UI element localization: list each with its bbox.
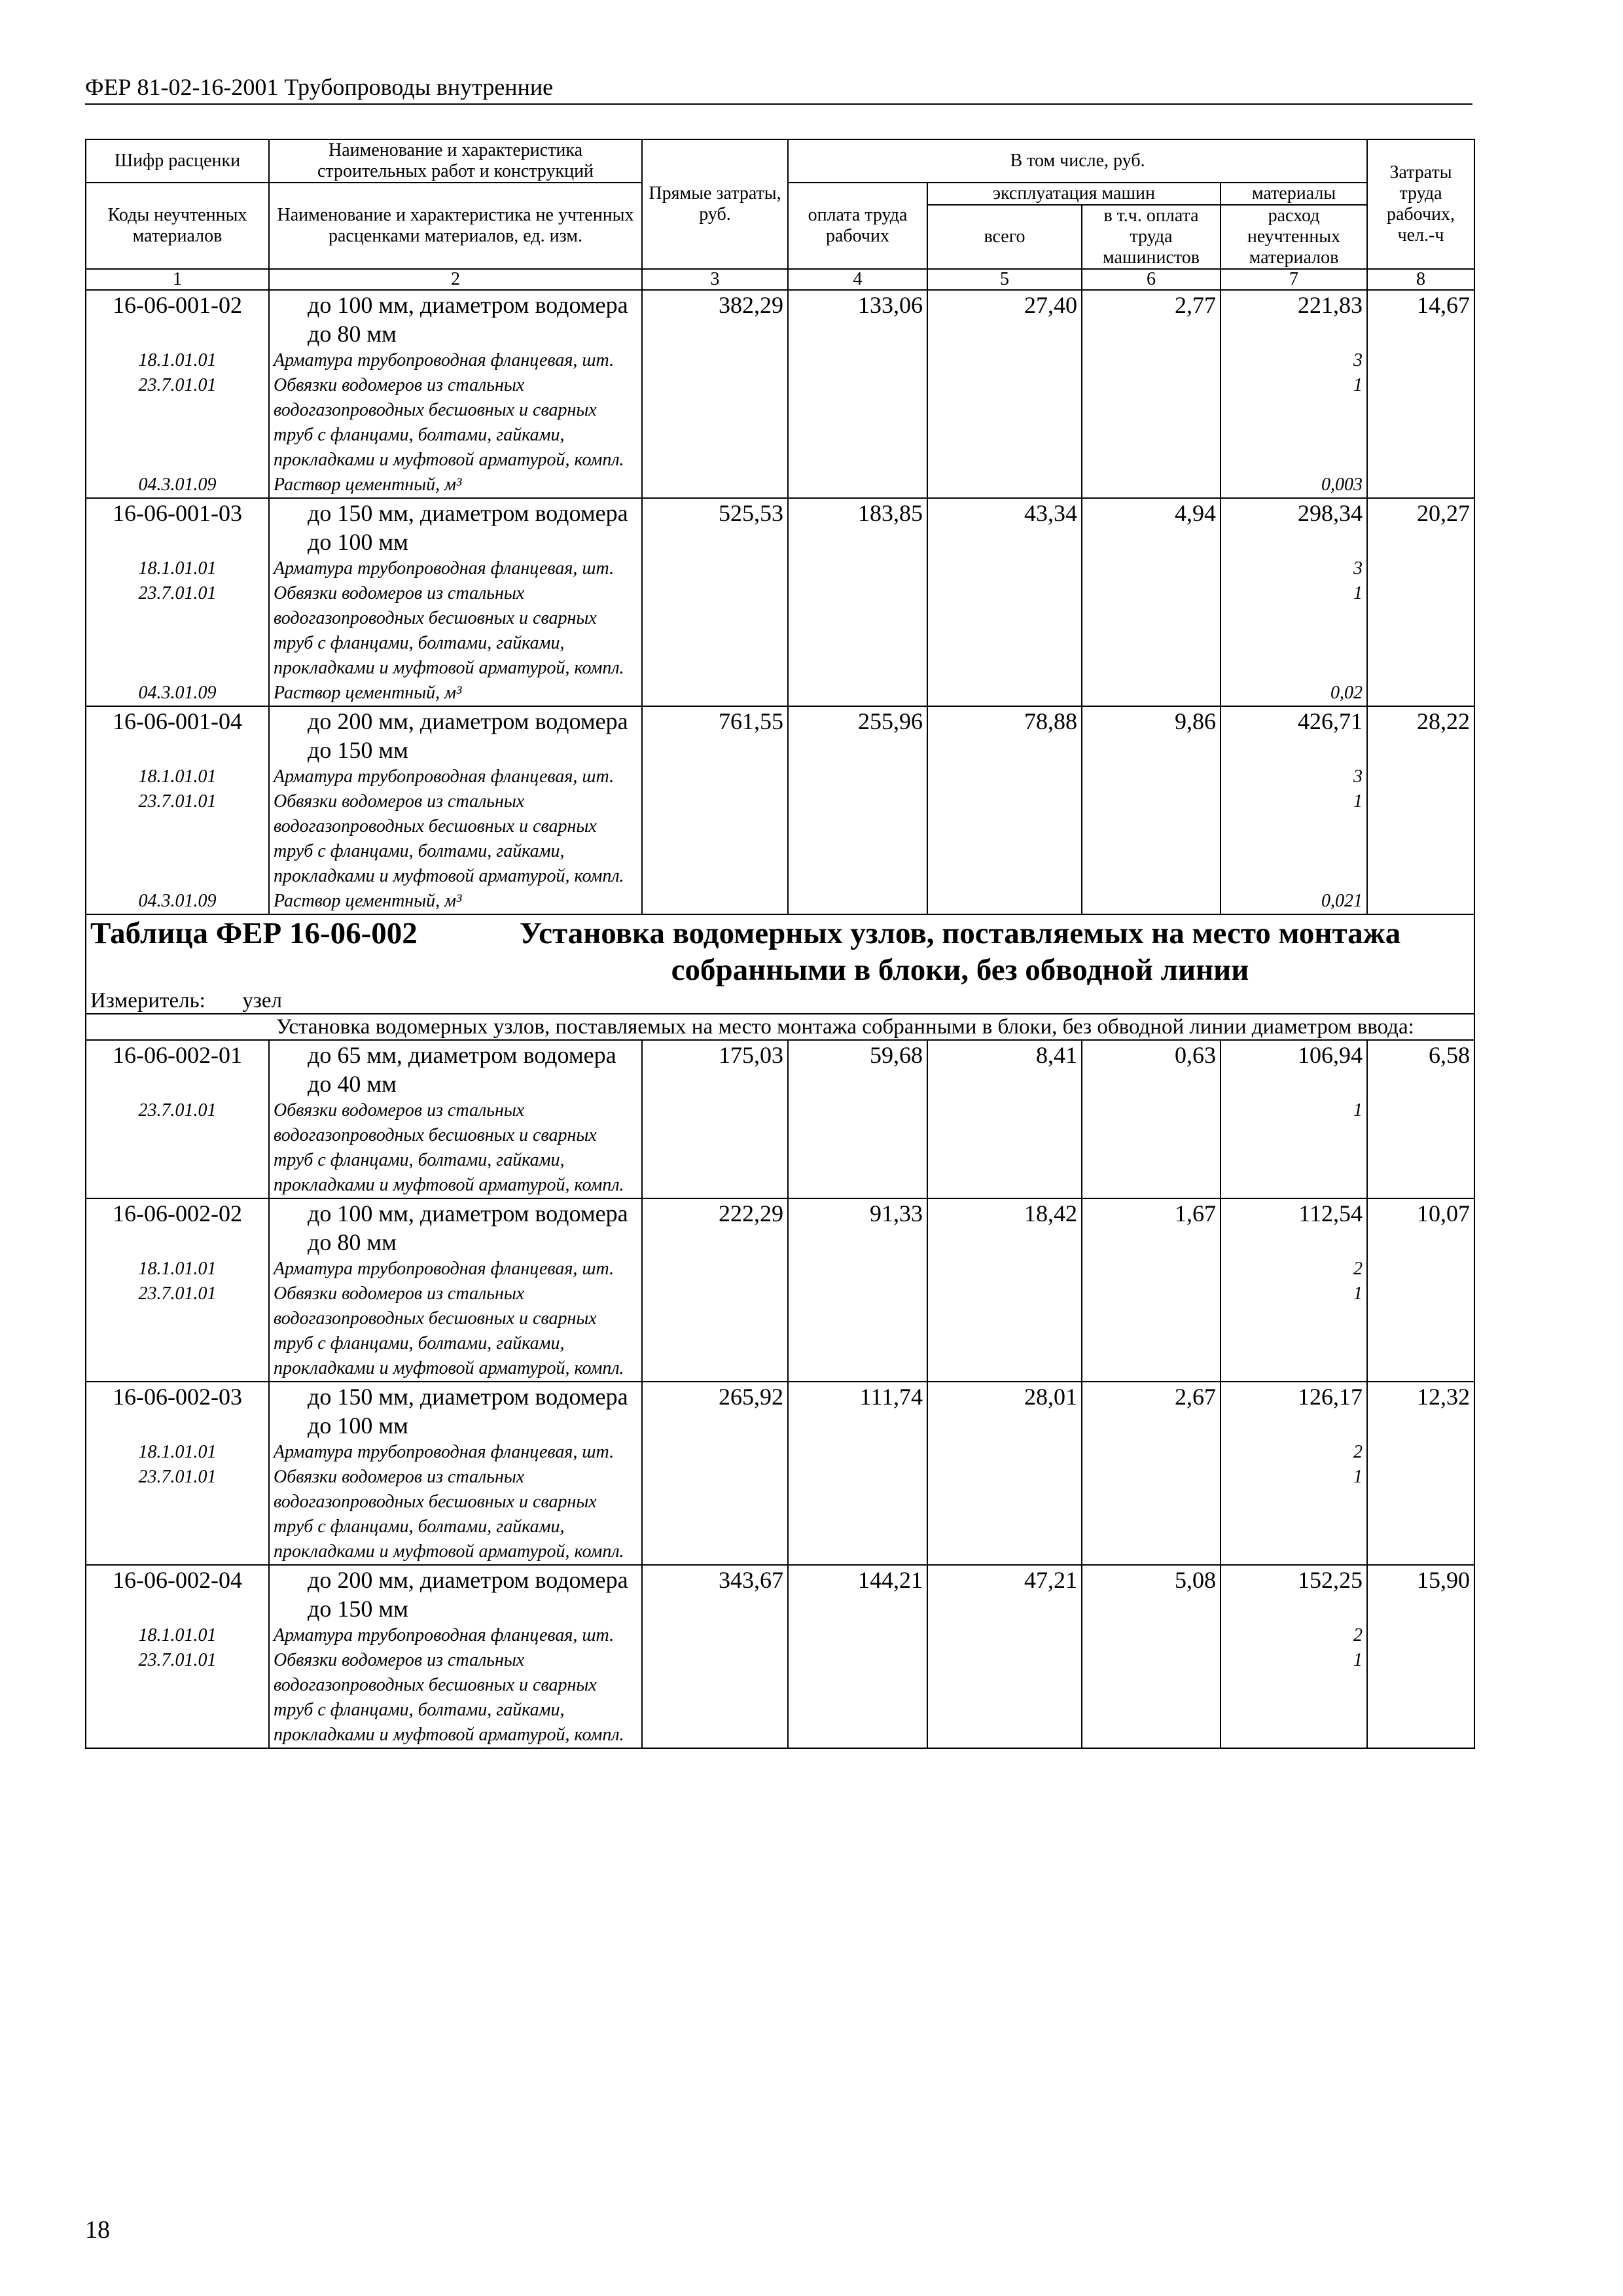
labor-hours: 14,67	[1367, 290, 1474, 348]
material-qty: 1	[1221, 581, 1367, 681]
labor-pay: 144,21	[788, 1565, 927, 1623]
materials-cost: 112,54	[1221, 1198, 1367, 1257]
rate-code: 16-06-001-04	[86, 706, 269, 764]
direct-cost: 343,67	[642, 1565, 788, 1623]
labor-hours: 10,07	[1367, 1198, 1474, 1257]
material-qty: 3	[1221, 348, 1367, 373]
material-code: 18.1.01.01	[86, 1623, 269, 1648]
rate-row	[86, 498, 1474, 556]
material-code: 23.7.01.01	[86, 1648, 269, 1748]
rates-table	[85, 139, 1475, 1749]
empty-cell	[927, 1257, 1082, 1282]
labor-hours: 15,90	[1367, 1565, 1474, 1623]
header-labor-cost: Затраты труда рабочих, чел.-ч	[1367, 139, 1474, 269]
material-code: 23.7.01.01	[86, 581, 269, 681]
empty-cell	[1082, 1623, 1221, 1648]
empty-cell	[1367, 473, 1474, 498]
material-qty: 2	[1221, 1623, 1367, 1648]
empty-cell	[1082, 889, 1221, 914]
empty-cell	[927, 373, 1082, 473]
empty-cell	[1367, 1257, 1474, 1282]
empty-cell	[1367, 1098, 1474, 1198]
material-row	[86, 889, 1474, 914]
machinists-pay: 0,63	[1082, 1040, 1221, 1098]
material-code: 04.3.01.09	[86, 681, 269, 706]
direct-cost: 525,53	[642, 498, 788, 556]
empty-cell	[788, 764, 927, 789]
machines-total: 28,01	[927, 1382, 1082, 1440]
material-code: 23.7.01.01	[86, 373, 269, 473]
labor-hours: 28,22	[1367, 706, 1474, 764]
empty-cell	[1082, 473, 1221, 498]
empty-cell	[642, 556, 788, 581]
rate-code: 16-06-002-02	[86, 1198, 269, 1257]
material-row	[86, 348, 1474, 373]
material-row	[86, 556, 1474, 581]
material-row	[86, 473, 1474, 498]
description-row	[86, 1014, 1474, 1040]
material-code: 23.7.01.01	[86, 789, 269, 889]
column-number: 8	[1367, 269, 1474, 290]
material-name: Обвязки водомеров из стальных водогазопроводных бесшовных и сварных труб с фланцами, болтами, гайками, прокладками и муфтовой арматурой, компл.	[269, 1648, 642, 1748]
material-code: 18.1.01.01	[86, 556, 269, 581]
page-number: 18	[85, 2216, 110, 2244]
section-description: Установка водомерных узлов, поставляемых на место монтажа собранными в блоки, без обводной линии диаметром ввода:	[86, 1014, 1474, 1040]
empty-cell	[642, 1098, 788, 1198]
materials-cost: 221,83	[1221, 290, 1367, 348]
labor-pay: 59,68	[788, 1040, 927, 1098]
machines-total: 47,21	[927, 1565, 1082, 1623]
machines-total: 8,41	[927, 1040, 1082, 1098]
empty-cell	[927, 1648, 1082, 1748]
rate-name: до 200 мм, диаметром водомера до 150 мм	[269, 1565, 642, 1623]
material-code: 18.1.01.01	[86, 764, 269, 789]
empty-cell	[642, 1623, 788, 1648]
material-row	[86, 1440, 1474, 1465]
empty-cell	[927, 581, 1082, 681]
empty-cell	[788, 581, 927, 681]
material-qty: 2	[1221, 1257, 1367, 1282]
machines-total: 27,40	[927, 290, 1082, 348]
column-number: 5	[927, 269, 1082, 290]
rate-name: до 200 мм, диаметром водомера до 150 мм	[269, 706, 642, 764]
header-code: Шифр расценки	[86, 139, 269, 183]
material-qty: 0,02	[1221, 681, 1367, 706]
empty-cell	[927, 681, 1082, 706]
empty-cell	[1367, 348, 1474, 373]
material-qty: 3	[1221, 556, 1367, 581]
section-title-row	[86, 914, 1474, 988]
material-name: Раствор цементный, м³	[269, 889, 642, 914]
material-row	[86, 1257, 1474, 1282]
column-numbers-row	[86, 269, 1474, 290]
empty-cell	[788, 1440, 927, 1465]
material-row	[86, 681, 1474, 706]
empty-cell	[642, 1257, 788, 1282]
material-row	[86, 1098, 1474, 1198]
material-name: Обвязки водомеров из стальных водогазопроводных бесшовных и сварных труб с фланцами, болтами, гайками, прокладками и муфтовой арматурой, компл.	[269, 373, 642, 473]
machines-total: 78,88	[927, 706, 1082, 764]
empty-cell	[1082, 556, 1221, 581]
material-row	[86, 373, 1474, 473]
header-direct: Прямые затраты, руб.	[642, 139, 788, 269]
material-qty: 1	[1221, 1648, 1367, 1748]
empty-cell	[927, 1098, 1082, 1198]
material-name: Обвязки водомеров из стальных водогазопроводных бесшовных и сварных труб с фланцами, болтами, гайками, прокладками и муфтовой арматурой, компл.	[269, 1465, 642, 1565]
rate-name: до 65 мм, диаметром водомера до 40 мм	[269, 1040, 642, 1098]
rates-part2	[86, 1040, 1474, 1748]
header-unaccounted-name: Наименование и характеристика не учтенных расценками материалов, ед. изм.	[269, 183, 642, 269]
machines-total: 18,42	[927, 1198, 1082, 1257]
labor-pay: 91,33	[788, 1198, 927, 1257]
empty-cell	[1367, 764, 1474, 789]
empty-cell	[642, 348, 788, 373]
rate-row	[86, 1382, 1474, 1440]
empty-cell	[642, 373, 788, 473]
header-unaccounted-codes: Коды неучтенных материалов	[86, 183, 269, 269]
rate-row	[86, 706, 1474, 764]
material-name: Арматура трубопроводная фланцевая, шт.	[269, 348, 642, 373]
column-number: 6	[1082, 269, 1221, 290]
empty-cell	[1082, 681, 1221, 706]
material-qty: 1	[1221, 789, 1367, 889]
rate-code: 16-06-002-01	[86, 1040, 269, 1098]
rate-code: 16-06-002-04	[86, 1565, 269, 1623]
machinists-pay: 2,77	[1082, 290, 1221, 348]
material-name: Арматура трубопроводная фланцевая, шт.	[269, 1440, 642, 1465]
empty-cell	[1367, 373, 1474, 473]
empty-cell	[1082, 1465, 1221, 1565]
rate-code: 16-06-001-03	[86, 498, 269, 556]
empty-cell	[1367, 1623, 1474, 1648]
empty-cell	[1367, 789, 1474, 889]
empty-cell	[927, 473, 1082, 498]
empty-cell	[788, 1098, 927, 1198]
rates-part1	[86, 290, 1474, 914]
material-name: Раствор цементный, м³	[269, 473, 642, 498]
material-name: Обвязки водомеров из стальных водогазопроводных бесшовных и сварных труб с фланцами, болтами, гайками, прокладками и муфтовой арматурой, компл.	[269, 581, 642, 681]
empty-cell	[788, 789, 927, 889]
machinists-pay: 5,08	[1082, 1565, 1221, 1623]
empty-cell	[642, 473, 788, 498]
rate-code: 16-06-002-03	[86, 1382, 269, 1440]
rate-code: 16-06-001-02	[86, 290, 269, 348]
empty-cell	[1367, 889, 1474, 914]
empty-cell	[1082, 1282, 1221, 1382]
empty-cell	[642, 1440, 788, 1465]
empty-cell	[927, 1623, 1082, 1648]
empty-cell	[1367, 1648, 1474, 1748]
table-label: Таблица ФЕР 16-06-002	[90, 916, 418, 950]
materials-cost: 152,25	[1221, 1565, 1367, 1623]
material-qty: 1	[1221, 1465, 1367, 1565]
material-code: 23.7.01.01	[86, 1098, 269, 1198]
header-machinists-pay: в т.ч. оплата труда машинистов	[1082, 205, 1221, 269]
column-number: 1	[86, 269, 269, 290]
labor-pay: 133,06	[788, 290, 927, 348]
direct-cost: 175,03	[642, 1040, 788, 1098]
section-title: Установка водомерных узлов, поставляемых на место монтажа собранными в блоки, без обводной линии	[519, 916, 1401, 987]
rate-name: до 100 мм, диаметром водомера до 80 мм	[269, 290, 642, 348]
empty-cell	[927, 764, 1082, 789]
empty-cell	[642, 789, 788, 889]
material-qty: 1	[1221, 1098, 1367, 1198]
empty-cell	[1082, 373, 1221, 473]
material-qty: 1	[1221, 373, 1367, 473]
empty-cell	[1082, 1648, 1221, 1748]
material-row	[86, 1465, 1474, 1565]
material-qty: 0,003	[1221, 473, 1367, 498]
empty-cell	[1367, 581, 1474, 681]
rate-row	[86, 290, 1474, 348]
empty-cell	[1367, 1282, 1474, 1382]
direct-cost: 265,92	[642, 1382, 788, 1440]
empty-cell	[1082, 1098, 1221, 1198]
empty-cell	[1082, 764, 1221, 789]
material-code: 04.3.01.09	[86, 889, 269, 914]
empty-cell	[788, 1465, 927, 1565]
labor-pay: 183,85	[788, 498, 927, 556]
rate-name: до 150 мм, диаметром водомера до 100 мм	[269, 1382, 642, 1440]
empty-cell	[788, 1257, 927, 1282]
material-row	[86, 789, 1474, 889]
empty-cell	[642, 581, 788, 681]
rate-name: до 100 мм, диаметром водомера до 80 мм	[269, 1198, 642, 1257]
empty-cell	[1082, 1440, 1221, 1465]
rate-row	[86, 1040, 1474, 1098]
empty-cell	[927, 1440, 1082, 1465]
direct-cost: 761,55	[642, 706, 788, 764]
empty-cell	[788, 1623, 927, 1648]
rate-row	[86, 1565, 1474, 1623]
header-name: Наименование и характеристика строительных работ и конструкций	[269, 139, 642, 183]
empty-cell	[642, 889, 788, 914]
empty-cell	[788, 473, 927, 498]
labor-hours: 12,32	[1367, 1382, 1474, 1440]
material-code: 18.1.01.01	[86, 1257, 269, 1282]
empty-cell	[642, 1465, 788, 1565]
machines-total: 43,34	[927, 498, 1082, 556]
empty-cell	[927, 1465, 1082, 1565]
materials-cost: 298,34	[1221, 498, 1367, 556]
material-row	[86, 764, 1474, 789]
empty-cell	[1082, 581, 1221, 681]
header-labor-pay: оплата труда рабочих	[788, 183, 927, 269]
rate-row	[86, 1198, 1474, 1257]
machinists-pay: 4,94	[1082, 498, 1221, 556]
material-code: 18.1.01.01	[86, 1440, 269, 1465]
empty-cell	[642, 764, 788, 789]
material-name: Арматура трубопроводная фланцевая, шт.	[269, 1623, 642, 1648]
material-name: Раствор цементный, м³	[269, 681, 642, 706]
page-header: ФЕР 81-02-16-2001 Трубопроводы внутренние	[85, 73, 1472, 105]
empty-cell	[927, 556, 1082, 581]
material-code: 23.7.01.01	[86, 1465, 269, 1565]
material-qty: 0,021	[1221, 889, 1367, 914]
material-name: Обвязки водомеров из стальных водогазопроводных бесшовных и сварных труб с фланцами, болтами, гайками, прокладками и муфтовой арматурой, компл.	[269, 789, 642, 889]
labor-hours: 20,27	[1367, 498, 1474, 556]
rate-name: до 150 мм, диаметром водомера до 100 мм	[269, 498, 642, 556]
materials-cost: 126,17	[1221, 1382, 1367, 1440]
empty-cell	[788, 373, 927, 473]
empty-cell	[1367, 1465, 1474, 1565]
empty-cell	[1082, 348, 1221, 373]
empty-cell	[1367, 1440, 1474, 1465]
header-machines-total: всего	[927, 205, 1082, 269]
empty-cell	[927, 889, 1082, 914]
material-qty: 3	[1221, 764, 1367, 789]
empty-cell	[1367, 556, 1474, 581]
direct-cost: 382,29	[642, 290, 788, 348]
machinists-pay: 1,67	[1082, 1198, 1221, 1257]
material-row	[86, 1282, 1474, 1382]
material-qty: 1	[1221, 1282, 1367, 1382]
empty-cell	[788, 556, 927, 581]
material-code: 23.7.01.01	[86, 1282, 269, 1382]
column-number: 7	[1221, 269, 1367, 290]
labor-hours: 6,58	[1367, 1040, 1474, 1098]
material-name: Обвязки водомеров из стальных водогазопроводных бесшовных и сварных труб с фланцами, болтами, гайками, прокладками и муфтовой арматурой, компл.	[269, 1282, 642, 1382]
material-name: Арматура трубопроводная фланцевая, шт.	[269, 556, 642, 581]
material-code: 04.3.01.09	[86, 473, 269, 498]
column-number: 3	[642, 269, 788, 290]
measure-label: Измеритель:	[90, 989, 205, 1013]
material-code: 18.1.01.01	[86, 348, 269, 373]
empty-cell	[642, 1282, 788, 1382]
materials-cost: 426,71	[1221, 706, 1367, 764]
materials-cost: 106,94	[1221, 1040, 1367, 1098]
header-materials-use: расход неучтенных материалов	[1221, 205, 1367, 269]
empty-cell	[642, 1648, 788, 1748]
empty-cell	[927, 348, 1082, 373]
header-materials: материалы	[1221, 183, 1367, 205]
machinists-pay: 2,67	[1082, 1382, 1221, 1440]
machinists-pay: 9,86	[1082, 706, 1221, 764]
empty-cell	[788, 681, 927, 706]
empty-cell	[788, 348, 927, 373]
material-row	[86, 1648, 1474, 1748]
empty-cell	[1367, 681, 1474, 706]
measure-row	[86, 988, 1474, 1014]
empty-cell	[642, 681, 788, 706]
empty-cell	[1082, 1257, 1221, 1282]
material-row	[86, 1623, 1474, 1648]
measure-value: узел	[242, 989, 283, 1013]
empty-cell	[788, 889, 927, 914]
empty-cell	[1082, 789, 1221, 889]
material-name: Арматура трубопроводная фланцевая, шт.	[269, 764, 642, 789]
column-number: 2	[269, 269, 642, 290]
material-name: Обвязки водомеров из стальных водогазопроводных бесшовных и сварных труб с фланцами, болтами, гайками, прокладками и муфтовой арматурой, компл.	[269, 1098, 642, 1198]
material-name: Арматура трубопроводная фланцевая, шт.	[269, 1257, 642, 1282]
header-machines: эксплуатация машин	[927, 183, 1221, 205]
material-qty: 2	[1221, 1440, 1367, 1465]
labor-pay: 255,96	[788, 706, 927, 764]
empty-cell	[788, 1282, 927, 1382]
direct-cost: 222,29	[642, 1198, 788, 1257]
labor-pay: 111,74	[788, 1382, 927, 1440]
empty-cell	[788, 1648, 927, 1748]
header-incl: В том числе, руб.	[788, 139, 1367, 183]
empty-cell	[927, 1282, 1082, 1382]
empty-cell	[927, 789, 1082, 889]
column-number: 4	[788, 269, 927, 290]
material-row	[86, 581, 1474, 681]
